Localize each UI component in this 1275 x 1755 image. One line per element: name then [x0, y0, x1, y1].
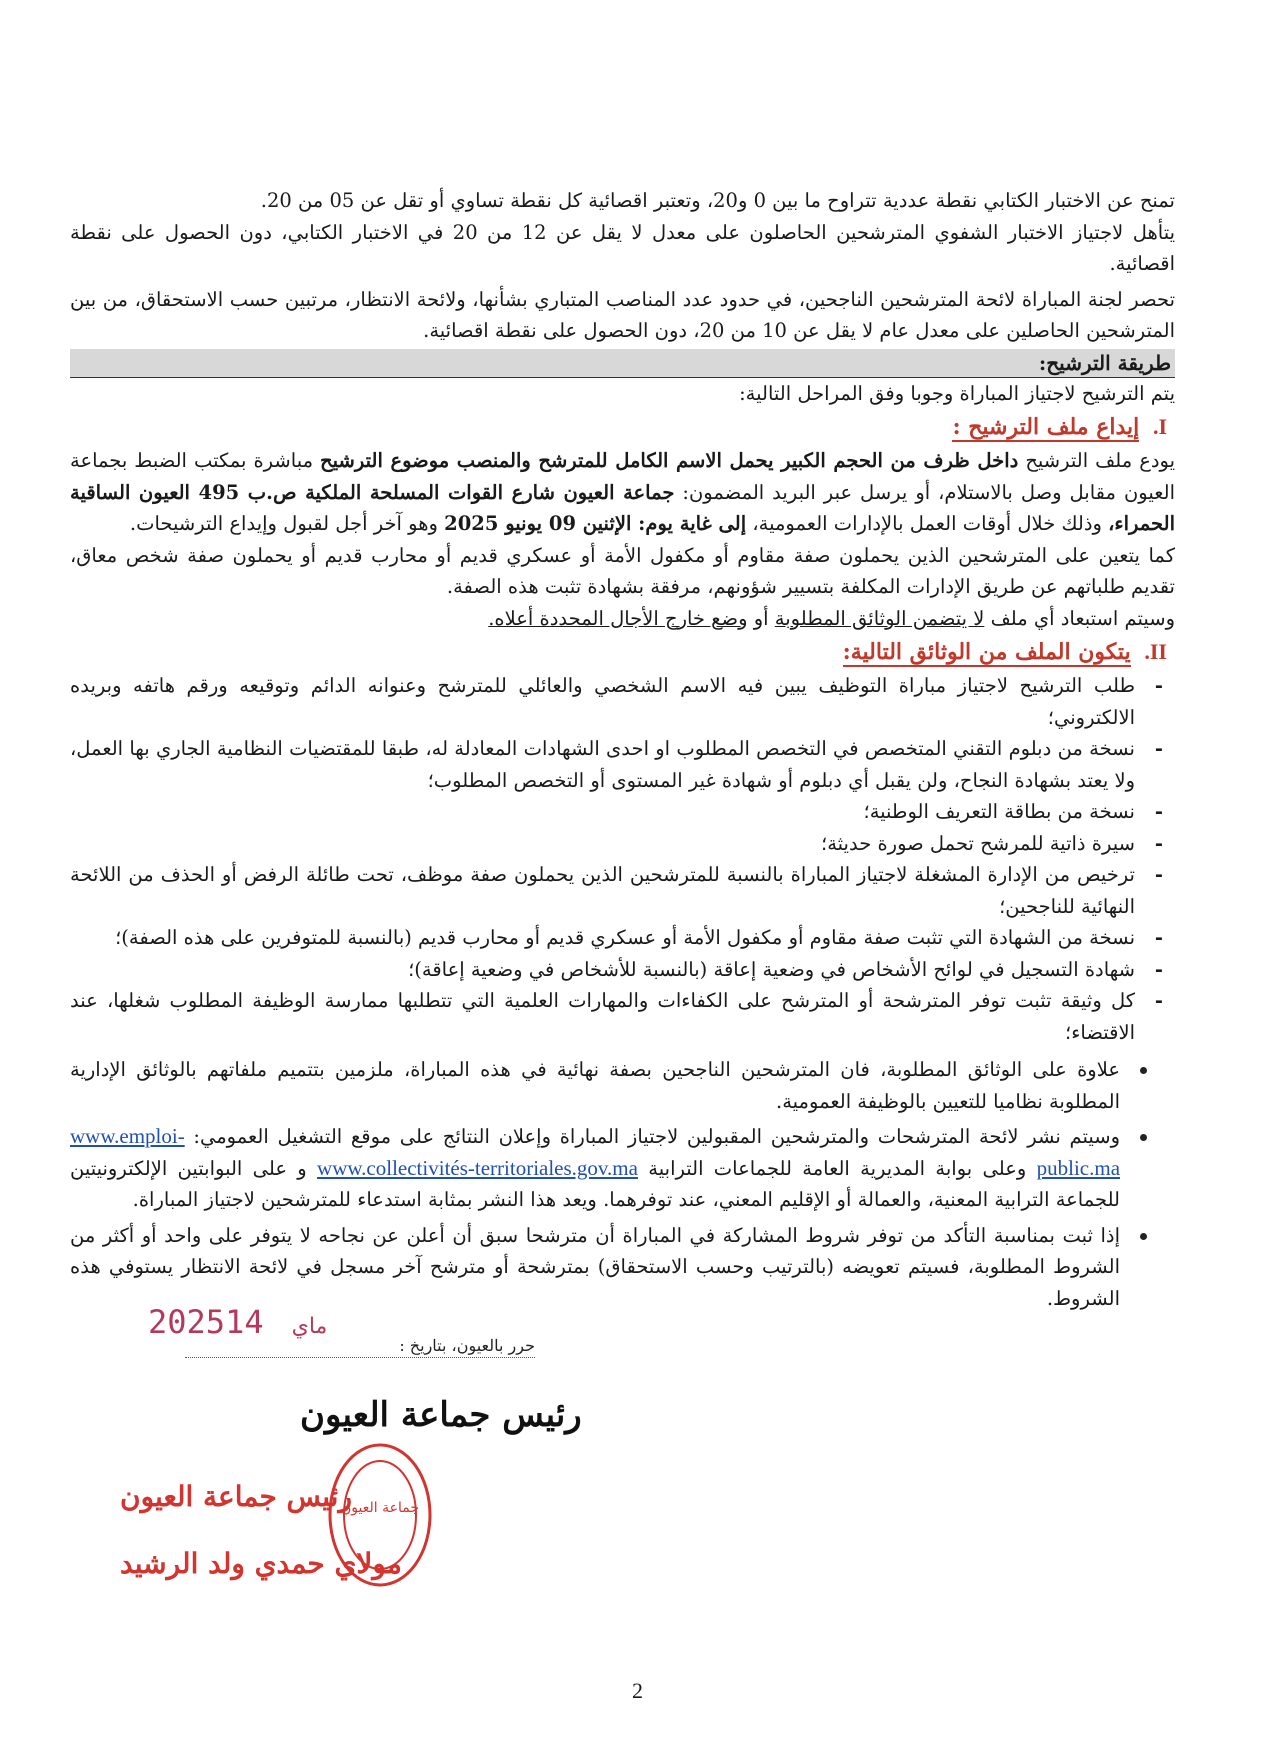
stamp-signature-name: مولاي حمدي ولد الرشيد	[120, 1547, 402, 1580]
date-day: 14	[225, 1303, 264, 1341]
paragraph-special-status: كما يتعين على المترشحين الذين يحملون صفة مقاوم أو مكفول الأمة أو عسكري قديم أو محارب قديم أو يحملون صفة شخص معاق، تقديم طلباتهم عن طريق الإدارات المكلفة بتسيير شؤونهم، مرفقة بشهادة تثبت هذه الصفة.	[70, 543, 1175, 598]
deposit-text-2: مباشرة بمكتب الضبط بجماعة العيون مقابل وصل بالاستلام، أو يرسل عبر البريد المضمون:	[70, 449, 1175, 504]
paragraph-exclusion	[70, 603, 1175, 635]
deposit-envelope-instructions: داخل ظرف من الحجم الكبير يحمل الاسم الكامل للمترشح والمنصب موضوع الترشيح	[320, 449, 1019, 472]
exclusion-text-1: وسيتم استبعاد أي ملف	[990, 606, 1175, 630]
heading-part-1-number: I.	[1152, 414, 1167, 439]
note-additional-documents: علاوة على الوثائق المطلوبة، فان المترشحين الناجحين بصفة نهائية في هذه المباراة، ملزمين بتتميم ملفاتهم بالوثائق الإدارية المطلوبة نظاميا للتعيين بالوظيفة العمومية.	[70, 1054, 1175, 1117]
heading-part-2-number: II.	[1144, 639, 1167, 664]
note-publication	[70, 1121, 1175, 1216]
heading-part-2-title: يتكون الملف من الوثائق التالية:	[842, 639, 1131, 665]
list-item: - سيرة ذاتية للمرشح تحمل صورة حديثة؛	[70, 828, 1175, 860]
deposit-postal-address: جماعة العيون شارع القوات المسلحة الملكية ص.ب 495 العيون الساقية الحمراء،	[70, 480, 1175, 535]
heading-part-1	[70, 409, 1167, 445]
list-item: - طلب الترشيح لاجتياز مباراة التوظيف يبين فيه الاسم الشخصي والعائلي للمترشح وعنوانه الدائم وتوقيعه ورقم هاتفه وبريده الالكتروني؛	[70, 670, 1175, 733]
list-item: - نسخة من بطاقة التعريف الوطنية؛	[70, 796, 1175, 828]
publication-text-3: و على البوابتين الإلكترونيتين للجماعة الترابية المعنية، والعمالة أو الإقليم المعني، عند توفرهما.	[70, 1156, 1120, 1211]
page-number: 2	[632, 1678, 643, 1703]
exclusion-or: أو	[753, 606, 769, 630]
list-item: - ترخيص من الإدارة المشغلة لاجتياز المباراة بالنسبة للمترشحين الذين يحملون صفة موظف، تحت طائلة الرفض أو الحذف من اللائحة النهائية للناجحين؛	[70, 859, 1175, 922]
paragraph-oral-exam-eligibility: يتأهل لاجتياز الاختبار الشفوي المترشحين الحاصلون على معدل لا يقل عن 12 من 20 في الاختبار الكتابي، دون الحصول على نقطة اقصائية.	[70, 220, 1176, 275]
date-month: ماي	[291, 1314, 328, 1339]
heading-part-2	[70, 634, 1167, 670]
section-intro: يتم الترشيح لاجتياز المباراة وجوبا وفق المراحل التالية:	[739, 381, 1175, 405]
publication-text-1: وسيتم نشر لائحة المترشحات والمترشحين المقبولين لاجتياز المباراة وإعلان النتائج على موقع التشغيل العمومي:	[193, 1125, 1120, 1148]
section-title-application-method: طريقة الترشيح:	[70, 349, 1175, 378]
list-item: - نسخة من دبلوم التقني المتخصص في التخصص المطلوب او احدى الشهادات المعادلة له، طبقا للمقتضيات النظامية الجاري بها العمل، ولا يعتد بشهادة النجاح، ولن يقبل أي دبلوم أو شهادة غير المستوى أو التخصص المطلوب؛	[70, 733, 1175, 796]
link-collectivites-territoriales[interactable]: www.collectivités-territoriales.gov.ma	[317, 1155, 638, 1180]
required-documents-list	[70, 670, 1175, 1048]
exclusion-late: وضع خارج الأجال المحددة أعلاه.	[488, 606, 748, 630]
paragraph-file-deposit	[70, 445, 1175, 540]
paragraph-results-list: تحصر لجنة المباراة لائحة المترشحين الناجحين، في حدود عدد المناصب المتباري بشأنها، ولائحة الانتظار، مرتبين حسب الاستحقاق، من بين المترشحين الحاصلين على معدل عام لا يقل عن 10 من 20، دون الحصول على نقطة اقصائية.	[70, 287, 1175, 342]
place-date-label: حرر بالعيون، بتاريخ :	[185, 1335, 535, 1358]
exclusion-missing-docs: لا يتضمن الوثائق المطلوبة	[774, 606, 985, 630]
publication-text-4: ويعد هذا النشر بمثابة استدعاء للمترشحين لاجتياز المباراة.	[132, 1188, 597, 1211]
notes-list	[70, 1054, 1175, 1314]
note-replacement: إذا ثبت بمناسبة التأكد من توفر شروط المشاركة في المباراة أن مترشحا سبق أن أعلن عن نجاحه لا يتوفر على واحد أو أكثر من الشروط المطلوبة، فسيتم تعويضه (بالترتيب وحسب الاستحقاق) بمترشحة أو مترشح آخر مسجل في لائحة الانتظار يستوفي هذه الشروط.	[70, 1220, 1175, 1315]
deposit-text-3: وذلك خلال أوقات العمل بالإدارات العمومية،	[752, 512, 1102, 535]
link-emploi-public[interactable]: www.emploi-public.ma	[70, 1124, 1121, 1180]
document-body	[70, 185, 1175, 1318]
stamp-title: رئيس جماعة العيون	[120, 1480, 352, 1513]
date-year: 2025	[148, 1303, 226, 1341]
seal-text: جماعة العيون	[341, 1500, 419, 1516]
deposit-text-1: يودع ملف الترشيح	[1025, 449, 1176, 472]
paragraph-written-exam-score: تمنح عن الاختبار الكتابي نقطة عددية تتراوح ما بين 0 و20، وتعتبر اقصائية كل نقطة تساوي أو تقل عن 05 من 20.	[260, 189, 1175, 212]
deposit-deadline: إلى غاية يوم: الإثنين 09 يونيو 2025	[444, 512, 747, 535]
heading-part-1-title: إيداع ملف الترشيح :	[952, 414, 1140, 440]
publication-text-2: وعلى بوابة المديرية العامة للجماعات الترابية	[648, 1156, 1027, 1180]
list-item: - كل وثيقة تثبت توفر المترشحة أو المترشح على الكفاءات والمهارات العلمية التي تتطلبها ممارسة الوظيفة المطلوب شغلها، عند الاقتضاء؛	[70, 985, 1175, 1048]
president-title: رئيس جماعة العيون	[300, 1395, 582, 1435]
list-item: - نسخة من الشهادة التي تثبت صفة مقاوم أو مكفول الأمة أو عسكري قديم أو محارب قديم (بالنسبة للمتوفرين على هذه الصفة)؛	[70, 922, 1175, 954]
list-item: - شهادة التسجيل في لوائح الأشخاص في وضعية إعاقة (بالنسبة للأشخاص في وضعية إعاقة)؛	[70, 954, 1175, 986]
deposit-text-4: وهو آخر أجل لقبول وإيداع الترشيحات.	[129, 512, 438, 535]
